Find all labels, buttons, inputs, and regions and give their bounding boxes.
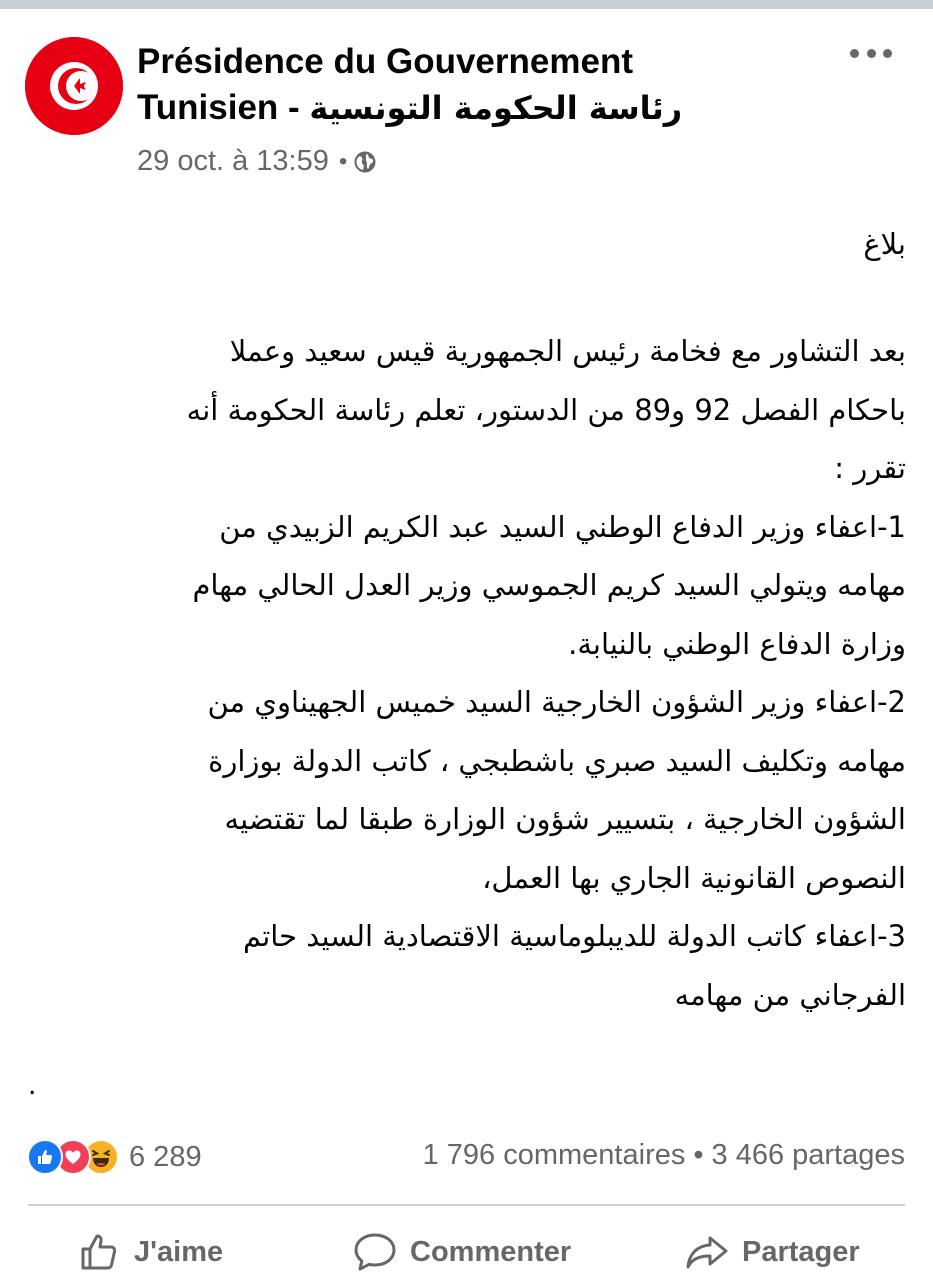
comments-shares-summary	[423, 1139, 905, 1172]
page-name[interactable]	[137, 39, 837, 131]
post-line: الفرجاني من مهامه	[674, 977, 906, 1012]
like-icon	[27, 1139, 63, 1175]
comments-count-link[interactable]: 1 796 commentaires	[422, 1139, 686, 1171]
post-line: مهامه وتكليف السيد صبري باشطبجي ، كاتب الدولة بوزارة	[208, 743, 906, 778]
post-timestamp[interactable]: 29 oct. à 13:59	[137, 145, 329, 177]
post-body	[40, 200, 906, 1024]
trailing-dot: .	[28, 1068, 37, 1101]
post-line: وزارة الدفاع الوطني بالنيابة.	[568, 626, 906, 661]
more-dot	[850, 49, 859, 58]
more-dot	[867, 49, 876, 58]
post-line: 1-اعفاء وزير الدفاع الوطني السيد عبد الكريم الزبيدي من	[219, 509, 906, 544]
shares-count-link[interactable]: 3 466 partages	[711, 1139, 905, 1171]
post-line: الشؤون الخارجية ، بتسيير شؤون الوزارة طبقا لما تقتضيه	[224, 802, 906, 836]
post-meta	[137, 145, 377, 178]
post-line: باحكام الفصل 92 و89 من الدستور، تعلم رئاسة الحكومة أنه	[186, 392, 906, 427]
post-actions-bar	[0, 1224, 933, 1280]
post-stats	[0, 1130, 933, 1186]
more-options-icon[interactable]	[850, 41, 892, 65]
like-label: J'aime	[134, 1235, 224, 1268]
top-separator-strip	[0, 0, 933, 9]
page-name-line2[interactable]	[137, 85, 837, 131]
reactions-summary[interactable]	[27, 1139, 202, 1175]
comment-button[interactable]	[352, 1228, 571, 1276]
blank-line	[40, 274, 906, 322]
page-name-latin[interactable]: Tunisien -	[137, 88, 300, 127]
like-button[interactable]	[78, 1228, 223, 1276]
post-line: تقرر :	[834, 451, 906, 485]
page-avatar[interactable]	[25, 37, 123, 135]
page-name-line1[interactable]: Présidence du Gouvernement	[137, 42, 633, 81]
post-title: بلاغ	[863, 227, 906, 261]
post-line: بعد التشاور مع فخامة رئيس الجمهورية قيس سعيد وعملا	[229, 334, 906, 368]
share-label: Partager	[742, 1235, 860, 1268]
more-dot	[883, 49, 892, 58]
post-line: النصوص القانونية الجاري بها العمل،	[482, 860, 906, 895]
comment-bubble-icon	[352, 1230, 398, 1274]
globe-icon	[353, 150, 377, 174]
share-button[interactable]	[684, 1228, 860, 1276]
thumbs-up-icon	[78, 1230, 122, 1274]
actions-divider	[28, 1204, 905, 1206]
share-arrow-icon	[684, 1230, 730, 1274]
tunisian-flag-icon	[25, 37, 123, 135]
post-line: 2-اعفاء وزير الشؤون الخارجية السيد خميس الجهيناوي من	[207, 685, 906, 719]
post-line: 3-اعفاء كاتب الدولة للديبلوماسية الاقتصادية السيد حاتم	[242, 919, 906, 953]
post-line: مهامه ويتولي السيد كريم الجموسي وزير العدل الحالي مهام	[192, 568, 906, 602]
post-header	[0, 9, 933, 189]
meta-separator: •	[338, 147, 348, 175]
reaction-count[interactable]: 6 289	[129, 1140, 202, 1173]
stats-separator: •	[693, 1139, 704, 1171]
page-name-arabic[interactable]: رئاسة الحكومة التونسية	[309, 89, 683, 127]
comment-label: Commenter	[410, 1235, 572, 1268]
